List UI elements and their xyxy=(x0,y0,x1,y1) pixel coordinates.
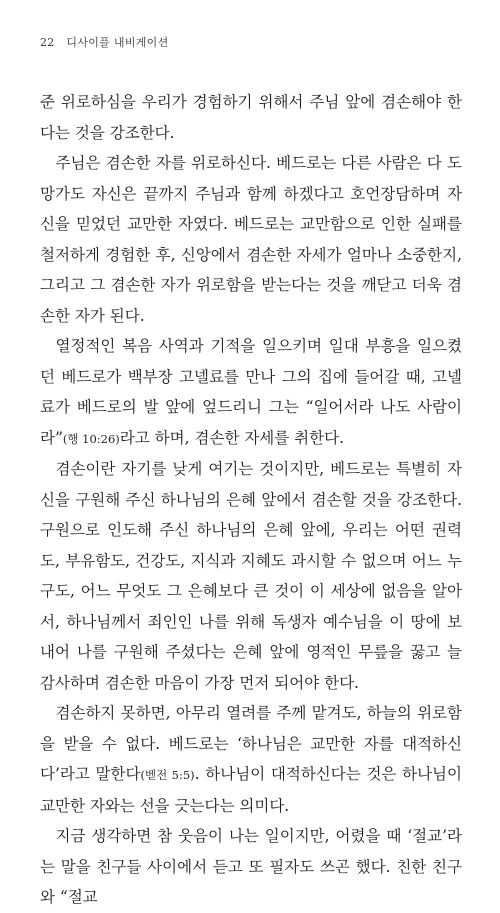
scripture-reference: (행 10:26) xyxy=(62,431,120,446)
paragraph-text: 지금 생각하면 참 웃음이 나는 일이지만, 어렸을 때 ‘절교’라는 말을 친구들 사이에서 듣고 또 필자도 쓰곤 했다. 친한 친구와 “절교 xyxy=(40,827,462,906)
paragraph-text: 열정적인 복음 사역과 기적을 일으키며 일대 부흥을 일으켰던 베드로가 백부장 고넬료를 만나 그의 집에 들어갈 때, 고넬료가 베드로의 발 앞에 엎드리니 그는 “일어서라 나도 사람이라” xyxy=(40,337,462,447)
paragraph-text: 라고 하며, 겸손한 자세를 취한다. xyxy=(119,428,345,447)
paragraph xyxy=(40,821,462,913)
paragraph xyxy=(40,148,462,331)
paragraph xyxy=(40,454,462,698)
paragraph-text: 겸손이란 자기를 낮게 여기는 것이지만, 베드로는 특별히 자신을 구원해 주신 하나님의 은혜 앞에서 겸손할 것을 강조한다. 구원으로 인도해 주신 하나님의 은혜 앞에, 우리는 어떤 권력도, 부유함도, 건강도, 지식과 지혜도 과시할 수 없으며 어느 누구도, 어느 무엇도 그 은혜보다 큰 것이 이 세상에 없음을 알아서, 하나님께서 죄인인 나를 위해 독생자 예수님을 이 땅에 보내어 나를 구원해 주셨다는 은혜 앞에 영적인 무릎을 꿇고 늘 감사하며 겸손한 마음이 가장 먼저 되어야 한다. xyxy=(40,460,462,692)
paragraph xyxy=(40,698,462,821)
paragraph-text: 겸손하지 못하면, 아무리 열려를 주께 맡겨도, 하늘의 위로함을 받을 수 없다. 베드로는 ‘하나님은 교만한 자를 대적하신다’라고 말한다 xyxy=(40,704,462,783)
paragraph-text: 주님은 겸손한 자를 위로하신다. 베드로는 다른 사람은 다 도망가도 자신은 끝까지 주님과 함께 하겠다고 호언장담하며 자신을 믿었던 교만한 자였다. 베드로는 교만함으로 인한 실패를 철저하게 경험한 후, 신앙에서 겸손한 자세가 얼마나 소중한지, 그리고 그 겸손한 자가 위로함을 받는다는 것을 깨닫고 더욱 겸손한 자가 된다. xyxy=(40,154,462,325)
scripture-reference: (벧전 5:5) xyxy=(140,768,195,782)
page-number: 22 xyxy=(40,36,55,49)
paragraph xyxy=(40,331,462,454)
paragraph-text: . 하나님이 대적하신다는 것은 하나님이 교만한 자와는 선을 긋는다는 의미다. xyxy=(40,765,462,815)
running-header xyxy=(40,34,462,50)
paragraph xyxy=(40,87,462,148)
book-title: 디사이플 내비게이션 xyxy=(66,36,169,49)
body-text xyxy=(40,87,462,913)
paragraph-text: 준 위로하심을 우리가 경험하기 위해서 주님 앞에 겸손해야 한다는 것을 강조한다. xyxy=(40,93,462,142)
